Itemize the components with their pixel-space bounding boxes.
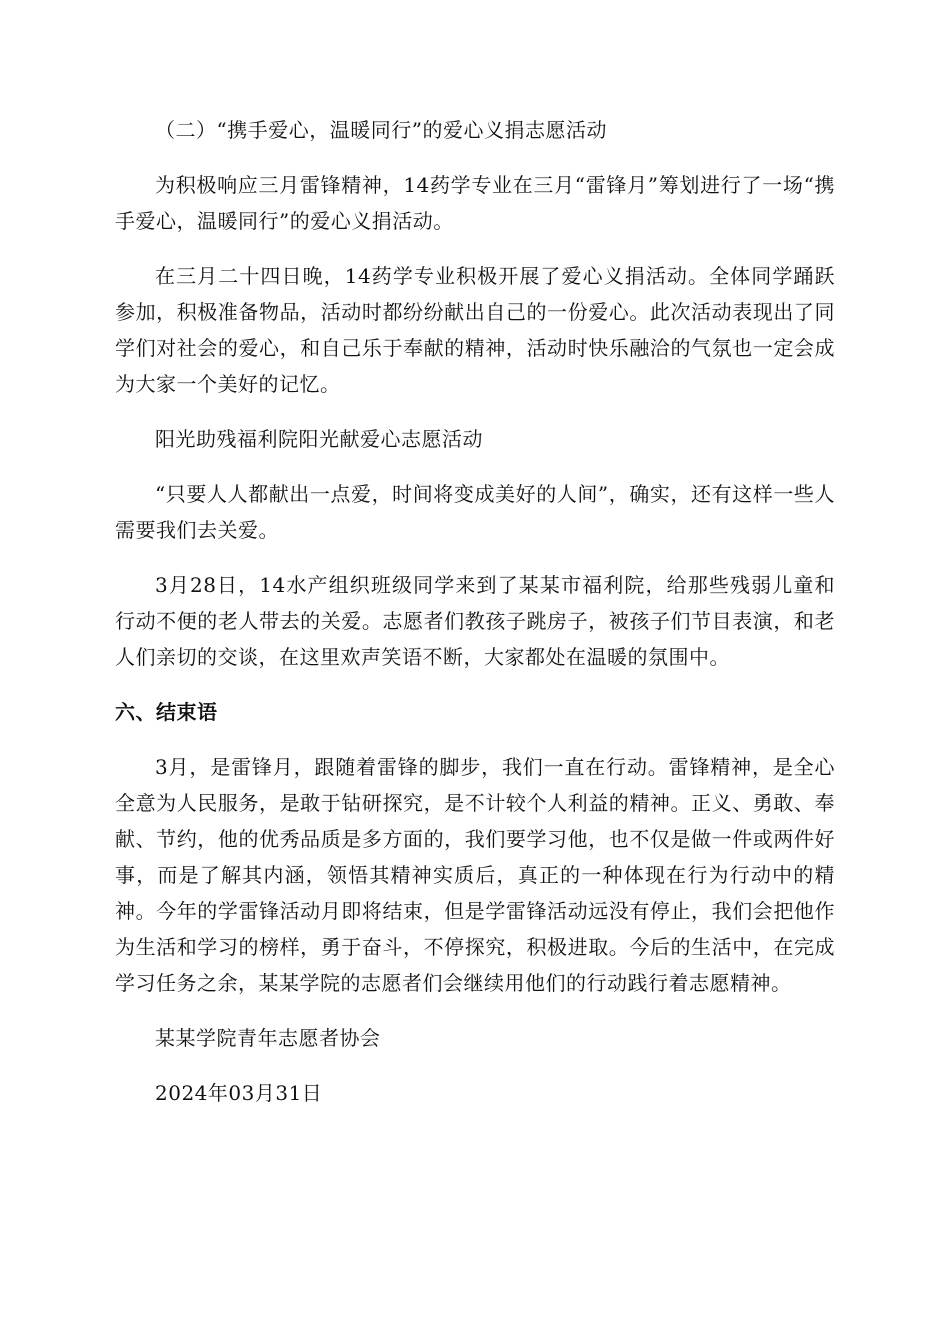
body-paragraph: 3月28日，14水产组织班级同学来到了某某市福利院，给那些残弱儿童和行动不便的老人带去的关爱。志愿者们教孩子跳房子，被孩子们节目表演，和老人们亲切的交谈，在这里欢声笑语不断，大家都处在温暖的氛围中。 xyxy=(115,573,835,669)
subsection-title: （二）“携手爱心，温暖同行”的爱心义捐志愿活动 xyxy=(155,118,607,142)
body-paragraph: 为积极响应三月雷锋精神，14药学专业在三月“雷锋月”筹划进行了一场“携手爱心，温暖同行”的爱心义捐活动。 xyxy=(115,173,835,233)
signature: 某某学院青年志愿者协会 xyxy=(155,1026,381,1050)
section-heading: 六、结束语 xyxy=(115,700,218,724)
closing-paragraph: 3月，是雷锋月，跟随着雷锋的脚步，我们一直在行动。雷锋精神，是全心全意为人民服务，是敢于钻研探究，是不计较个人利益的精神。正义、勇敢、奉献、节约，他的优秀品质是多方面的，我们要学习他，也不仅是做一件或两件好事，而是了解其内涵，领悟其精神实质后，真正的一种体现在行为行动中的精神。今年的学雷锋活动月即将结束，但是学雷锋活动远没有停止，我们会把他作为生活和学习的榜样，勇于奋斗，不停探究，积极进取。今后的生活中，在完成学习任务之余，某某学院的志愿者们会继续用他们的行动践行着志愿精神。 xyxy=(115,755,835,995)
body-paragraph: “只要人人都献出一点爱，时间将变成美好的人间”，确实，还有这样一些人需要我们去关爱。 xyxy=(115,482,835,542)
activity-title: 阳光助残福利院阳光献爱心志愿活动 xyxy=(155,427,483,451)
document-body xyxy=(115,112,835,1111)
date: 2024年03月31日 xyxy=(155,1081,323,1105)
body-paragraph: 在三月二十四日晚，14药学专业积极开展了爱心义捐活动。全体同学踊跃参加，积极准备物品，活动时都纷纷献出自己的一份爱心。此次活动表现出了同学们对社会的爱心，和自己乐于奉献的精神，活动时快乐融洽的气氛也一定会成为大家一个美好的记忆。 xyxy=(115,264,835,396)
